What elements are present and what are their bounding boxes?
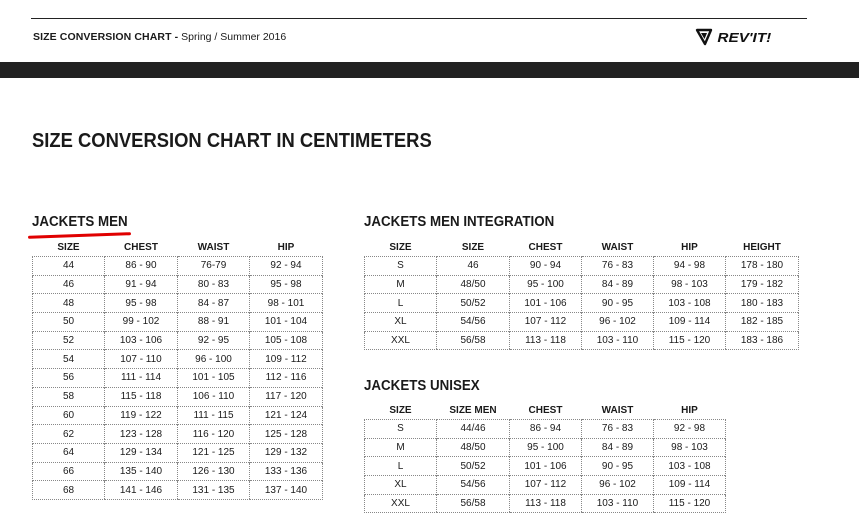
table-cell: 101 - 106 bbox=[510, 294, 582, 313]
table-cell: 115 - 120 bbox=[654, 331, 726, 350]
jackets-men-title: JACKETS MEN bbox=[32, 214, 128, 230]
table-cell: 106 - 110 bbox=[178, 387, 250, 406]
table-cell: 119 - 122 bbox=[105, 406, 178, 425]
table-cell: 99 - 102 bbox=[105, 313, 178, 332]
table-cell: 109 - 114 bbox=[654, 313, 726, 332]
table-cell: M bbox=[365, 438, 437, 457]
table-cell: 98 - 103 bbox=[654, 438, 726, 457]
header-rule bbox=[31, 18, 807, 19]
table-cell: 121 - 124 bbox=[250, 406, 323, 425]
table-cell: 62 bbox=[33, 425, 105, 444]
table-cell: 56/58 bbox=[437, 331, 510, 350]
table-row bbox=[33, 350, 323, 369]
table-cell: 101 - 105 bbox=[178, 369, 250, 388]
table-row bbox=[33, 331, 323, 350]
table-cell: 44/46 bbox=[437, 420, 510, 439]
table-cell: 101 - 104 bbox=[250, 313, 323, 332]
table-cell: S bbox=[365, 420, 437, 439]
table-cell: 52 bbox=[33, 331, 105, 350]
table-cell: 109 - 114 bbox=[654, 476, 726, 495]
table-cell: 103 - 110 bbox=[582, 494, 654, 513]
revit-logo-text: REV'IT! bbox=[717, 31, 772, 46]
table-cell: 115 - 120 bbox=[654, 494, 726, 513]
table-cell: 141 - 146 bbox=[105, 481, 178, 500]
revit-logo bbox=[695, 27, 809, 47]
table-cell: 133 - 136 bbox=[250, 462, 323, 481]
table-header-row bbox=[365, 239, 799, 257]
table-header-row bbox=[33, 239, 323, 257]
table-cell: 60 bbox=[33, 406, 105, 425]
table-cell: 135 - 140 bbox=[105, 462, 178, 481]
table-cell: 92 - 94 bbox=[250, 257, 323, 276]
table-cell: 105 - 108 bbox=[250, 331, 323, 350]
table-cell: 84 - 87 bbox=[178, 294, 250, 313]
jackets-unisex-table bbox=[364, 402, 726, 513]
table-cell: 113 - 118 bbox=[510, 331, 582, 350]
table-row bbox=[365, 457, 726, 476]
table-cell: 88 - 91 bbox=[178, 313, 250, 332]
table-row bbox=[33, 406, 323, 425]
table-row bbox=[33, 313, 323, 332]
table-cell: 113 - 118 bbox=[510, 494, 582, 513]
column-header: SIZE bbox=[389, 405, 412, 416]
table-cell: S bbox=[365, 257, 437, 276]
table-cell: 46 bbox=[33, 275, 105, 294]
table-row bbox=[33, 257, 323, 276]
table-cell: 76-79 bbox=[178, 257, 250, 276]
table-cell: 183 - 186 bbox=[726, 331, 799, 350]
table-cell: 48/50 bbox=[437, 275, 510, 294]
table-cell: 103 - 106 bbox=[105, 331, 178, 350]
table-row bbox=[33, 294, 323, 313]
table-cell: 95 - 100 bbox=[510, 438, 582, 457]
table-row bbox=[33, 275, 323, 294]
column-header: WAIST bbox=[197, 242, 230, 253]
table-cell: 76 - 83 bbox=[582, 420, 654, 439]
column-header: CHEST bbox=[124, 242, 158, 253]
column-header: SIZE bbox=[57, 242, 80, 253]
table-cell: 95 - 100 bbox=[510, 275, 582, 294]
table-cell: M bbox=[365, 275, 437, 294]
table-row bbox=[365, 294, 799, 313]
table-cell: 50 bbox=[33, 313, 105, 332]
table-cell: 95 - 98 bbox=[250, 275, 323, 294]
table-cell: 101 - 106 bbox=[510, 457, 582, 476]
table-cell: 103 - 110 bbox=[582, 331, 654, 350]
jackets-men-table bbox=[32, 239, 323, 500]
table-cell: 125 - 128 bbox=[250, 425, 323, 444]
table-row bbox=[365, 313, 799, 332]
table-cell: 84 - 89 bbox=[582, 438, 654, 457]
table-cell: 56/58 bbox=[437, 494, 510, 513]
column-header: SIZE MEN bbox=[449, 405, 497, 416]
table-cell: 111 - 115 bbox=[178, 406, 250, 425]
document-header-title bbox=[33, 31, 286, 43]
table-cell: 44 bbox=[33, 257, 105, 276]
table-cell: 98 - 103 bbox=[654, 275, 726, 294]
table-cell: L bbox=[365, 457, 437, 476]
table-cell: 58 bbox=[33, 387, 105, 406]
table-cell: 86 - 90 bbox=[105, 257, 178, 276]
table-cell: 103 - 108 bbox=[654, 294, 726, 313]
table-row bbox=[33, 369, 323, 388]
jackets-unisex-title: JACKETS UNISEX bbox=[364, 378, 480, 394]
table-cell: 90 - 95 bbox=[582, 457, 654, 476]
table-cell: L bbox=[365, 294, 437, 313]
table-row bbox=[365, 494, 726, 513]
table-cell: 92 - 95 bbox=[178, 331, 250, 350]
table-row bbox=[33, 462, 323, 481]
header-title-season: Spring / Summer 2016 bbox=[178, 31, 287, 43]
table-cell: 96 - 102 bbox=[582, 476, 654, 495]
table-cell: 96 - 100 bbox=[178, 350, 250, 369]
table-row bbox=[365, 420, 726, 439]
table-row bbox=[365, 257, 799, 276]
table-cell: 54/56 bbox=[437, 313, 510, 332]
table-cell: XL bbox=[365, 476, 437, 495]
table-cell: 121 - 125 bbox=[178, 443, 250, 462]
table-cell: 56 bbox=[33, 369, 105, 388]
table-row bbox=[33, 481, 323, 500]
table-cell: 91 - 94 bbox=[105, 275, 178, 294]
table-cell: 182 - 185 bbox=[726, 313, 799, 332]
table-cell: 111 - 114 bbox=[105, 369, 178, 388]
jackets-men-integration-table bbox=[364, 239, 799, 350]
table-cell: 84 - 89 bbox=[582, 275, 654, 294]
revit-v-logo-icon bbox=[697, 30, 711, 44]
table-row bbox=[33, 425, 323, 444]
table-row bbox=[33, 443, 323, 462]
table-cell: 95 - 98 bbox=[105, 294, 178, 313]
table-row bbox=[33, 387, 323, 406]
table-cell: 90 - 95 bbox=[582, 294, 654, 313]
page-title: SIZE CONVERSION CHART IN CENTIMETERS bbox=[32, 130, 432, 152]
table-cell: 46 bbox=[437, 257, 510, 276]
table-cell: 48/50 bbox=[437, 438, 510, 457]
table-cell: 129 - 134 bbox=[105, 443, 178, 462]
column-header: WAIST bbox=[601, 242, 634, 253]
table-cell: 123 - 128 bbox=[105, 425, 178, 444]
table-cell: 107 - 112 bbox=[510, 313, 582, 332]
table-cell: 103 - 108 bbox=[654, 457, 726, 476]
table-cell: 180 - 183 bbox=[726, 294, 799, 313]
table-cell: 107 - 112 bbox=[510, 476, 582, 495]
table-cell: 94 - 98 bbox=[654, 257, 726, 276]
table-cell: 50/52 bbox=[437, 294, 510, 313]
table-cell: XL bbox=[365, 313, 437, 332]
column-header: SIZE bbox=[389, 242, 412, 253]
table-row bbox=[365, 331, 799, 350]
column-header: CHEST bbox=[528, 405, 563, 416]
table-cell: 112 - 116 bbox=[250, 369, 323, 388]
table-cell: 131 - 135 bbox=[178, 481, 250, 500]
column-header: CHEST bbox=[528, 242, 563, 253]
jackets-men-integration-title: JACKETS MEN INTEGRATION bbox=[364, 214, 555, 230]
table-cell: 178 - 180 bbox=[726, 257, 799, 276]
table-cell: 48 bbox=[33, 294, 105, 313]
table-row bbox=[365, 275, 799, 294]
table-cell: 54 bbox=[33, 350, 105, 369]
column-header: HIP bbox=[277, 242, 295, 253]
table-cell: 98 - 101 bbox=[250, 294, 323, 313]
table-cell: 116 - 120 bbox=[178, 425, 250, 444]
table-cell: 115 - 118 bbox=[105, 387, 178, 406]
table-row bbox=[365, 476, 726, 495]
table-cell: XXL bbox=[365, 494, 437, 513]
table-cell: 80 - 83 bbox=[178, 275, 250, 294]
table-cell: 179 - 182 bbox=[726, 275, 799, 294]
table-cell: 76 - 83 bbox=[582, 257, 654, 276]
table-cell: 54/56 bbox=[437, 476, 510, 495]
table-cell: 137 - 140 bbox=[250, 481, 323, 500]
table-cell: 107 - 110 bbox=[105, 350, 178, 369]
table-cell: 90 - 94 bbox=[510, 257, 582, 276]
table-header-row bbox=[365, 402, 726, 420]
column-header: HIP bbox=[681, 242, 698, 253]
table-cell: 64 bbox=[33, 443, 105, 462]
table-cell: 109 - 112 bbox=[250, 350, 323, 369]
column-header: HIP bbox=[681, 405, 698, 416]
table-cell: 96 - 102 bbox=[582, 313, 654, 332]
title-red-underline bbox=[28, 232, 131, 239]
table-row bbox=[365, 438, 726, 457]
table-cell: 117 - 120 bbox=[250, 387, 323, 406]
column-header: SIZE bbox=[461, 242, 485, 253]
table-cell: 126 - 130 bbox=[178, 462, 250, 481]
table-cell: 50/52 bbox=[437, 457, 510, 476]
table-cell: 92 - 98 bbox=[654, 420, 726, 439]
column-header: HEIGHT bbox=[743, 242, 781, 253]
column-header: WAIST bbox=[601, 405, 634, 416]
header-title-bold: SIZE CONVERSION CHART - bbox=[33, 31, 179, 43]
table-cell: 129 - 132 bbox=[250, 443, 323, 462]
table-cell: XXL bbox=[365, 331, 437, 350]
table-cell: 86 - 94 bbox=[510, 420, 582, 439]
table-cell: 66 bbox=[33, 462, 105, 481]
table-cell: 68 bbox=[33, 481, 105, 500]
header-band bbox=[0, 62, 859, 78]
